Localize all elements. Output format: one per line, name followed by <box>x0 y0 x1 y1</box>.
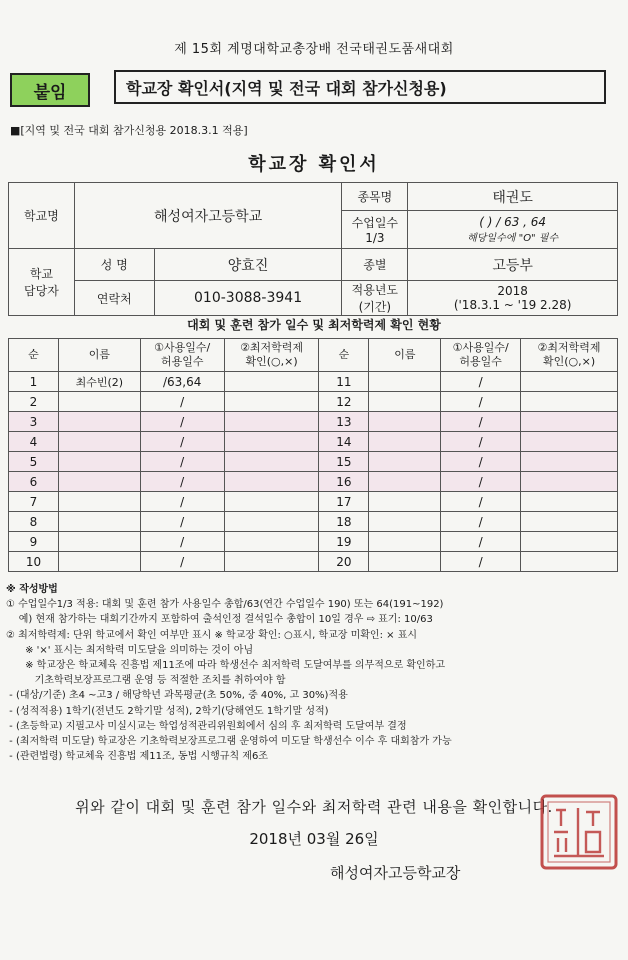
instruction-line: ※ '×' 표시는 최저학력 미도달을 의미하는 것이 아님 <box>6 644 254 656</box>
instruction-line: - (관련법령) 학교체육 진흥법 제11조, 동법 시행규칙 제6조 <box>6 751 268 763</box>
header-days <box>441 339 521 372</box>
instruction-line: 기초학력보장프로그램 운영 등 적절한 조치를 취하여야 함 <box>6 675 286 687</box>
table-row <box>9 472 618 492</box>
division-value: 고등부 <box>408 249 618 281</box>
cell-name[interactable] <box>58 412 140 432</box>
cell-no: 9 <box>9 532 59 552</box>
cell-no: 14 <box>319 432 369 452</box>
cell-days: / <box>441 432 521 452</box>
cell-grade[interactable] <box>224 392 319 412</box>
header-bar <box>8 68 614 108</box>
cell-no: 19 <box>319 532 369 552</box>
header-no: 순 <box>9 339 59 372</box>
period-cell <box>408 281 618 316</box>
cell-name[interactable] <box>58 472 140 492</box>
cell-name[interactable] <box>369 392 441 412</box>
cell-days: / <box>140 532 224 552</box>
period-range: ('18.3.1 ~ '19 2.28) <box>453 298 572 312</box>
days-label <box>342 211 408 249</box>
table-row <box>9 372 618 392</box>
cell-name[interactable] <box>369 552 441 572</box>
table-row <box>9 392 618 412</box>
writing-instructions <box>6 582 622 764</box>
cell-no: 3 <box>9 412 59 432</box>
cell-name[interactable] <box>369 372 441 392</box>
period-year: 2018 <box>497 284 528 298</box>
cell-grade[interactable] <box>521 452 618 472</box>
cell-grade[interactable] <box>521 432 618 452</box>
participation-table <box>8 338 618 572</box>
cell-grade[interactable] <box>224 492 319 512</box>
instruction-line: ① 수업일수1/3 적용: 대회 및 훈련 참가 사용일수 총합/63(연간 수업일수 190) 또는 64(191~192) <box>6 599 444 611</box>
days-fraction: 1/3 <box>365 231 385 245</box>
cell-grade[interactable] <box>521 472 618 492</box>
event-label: 종목명 <box>342 183 408 211</box>
header-days-1: ①사용일수/ <box>452 341 509 354</box>
instruction-line: - (성적적용) 1학기(전년도 2학기말 성적), 2학기(당해연도 1학기말 성적) <box>6 705 329 717</box>
contact-value: 010-3088-3941 <box>154 281 342 316</box>
confirmation-date: 2018년 03월 26일 <box>249 830 379 848</box>
cell-grade[interactable] <box>521 372 618 392</box>
cell-name[interactable] <box>369 472 441 492</box>
cell-name[interactable] <box>58 532 140 552</box>
cell-no: 13 <box>319 412 369 432</box>
days-value: ( ) / 63 , 64 <box>479 215 547 229</box>
manager-label-1: 학교 <box>29 267 54 281</box>
confirmation-statement: 위와 같이 대회 및 훈련 참가 일수와 최저학력 관련 내용을 확인합니다. <box>75 798 553 816</box>
cell-no: 15 <box>319 452 369 472</box>
cell-name[interactable] <box>369 452 441 472</box>
cell-name[interactable] <box>58 492 140 512</box>
header-grade-2: 확인(○,×) <box>542 355 596 368</box>
document-title: 학교장 확인서 <box>248 154 380 175</box>
header-grade <box>521 339 618 372</box>
principal-signature: 해성여자고등학교장 <box>330 864 461 882</box>
cell-no: 17 <box>319 492 369 512</box>
cell-grade[interactable] <box>224 412 319 432</box>
attachment-tag: 붙임 <box>10 73 90 107</box>
days-label-text: 수업일수 <box>351 216 399 230</box>
cell-name[interactable] <box>369 532 441 552</box>
cell-name[interactable]: 최수빈(2) <box>58 372 140 392</box>
period-label <box>342 281 408 316</box>
cell-grade[interactable] <box>521 412 618 432</box>
cell-days: / <box>441 452 521 472</box>
cell-grade[interactable] <box>224 552 319 572</box>
table-row <box>9 412 618 432</box>
cell-days: / <box>140 392 224 412</box>
cell-name[interactable] <box>369 512 441 532</box>
cell-grade[interactable] <box>224 372 319 392</box>
cell-grade[interactable] <box>224 432 319 452</box>
cell-days: / <box>140 412 224 432</box>
header-grade-2: 확인(○,×) <box>245 355 298 368</box>
name-label: 성 명 <box>74 249 154 281</box>
instruction-line: - (대상/기준) 초4 ~고3 / 해당학년 과목평균(초 50%, 중 40%, 고 30%)적용 <box>6 690 348 702</box>
header-grade-1: ②최저학력제 <box>537 341 601 354</box>
cell-days: / <box>140 512 224 532</box>
cell-grade[interactable] <box>521 532 618 552</box>
instruction-line: ※ 학교장은 학교체육 진흥법 제11조에 따라 학생선수 최저학력 도달여부를 의무적으로 확인하고 <box>6 660 446 672</box>
period-label-2: (기간) <box>358 300 392 314</box>
school-label: 학교명 <box>9 183 75 249</box>
cell-name[interactable] <box>369 432 441 452</box>
event-title: 제 15회 계명대학교총장배 전국태권도품새대회 <box>174 42 454 57</box>
table-row <box>9 552 618 572</box>
cell-name[interactable] <box>369 492 441 512</box>
header-name: 이름 <box>369 339 441 372</box>
cell-no: 1 <box>9 372 59 392</box>
cell-days: / <box>441 392 521 412</box>
cell-days: / <box>441 372 521 392</box>
days-cell <box>408 211 618 249</box>
header-days-2: 허용일수 <box>459 355 502 368</box>
table-row <box>9 512 618 532</box>
header-grade <box>224 339 319 372</box>
header-days-2: 허용일수 <box>160 355 204 368</box>
applicability-note: ■[지역 및 전국 대회 참가신청용 2018.3.1 적용] <box>10 124 248 137</box>
cell-grade[interactable] <box>521 512 618 532</box>
manager-label <box>9 249 75 316</box>
cell-grade[interactable] <box>521 552 618 572</box>
header-title: 학교장 확인서(지역 및 전국 대회 참가신청용) <box>114 70 606 104</box>
section-title: 대회 및 훈련 참가 일수 및 최저학력제 확인 현황 <box>187 318 441 332</box>
table-row <box>9 432 618 452</box>
days-hint: 해당일수에 "O" 필수 <box>467 233 559 244</box>
cell-days: / <box>140 472 224 492</box>
school-name: 해성여자고등학교 <box>74 183 342 249</box>
cell-name[interactable] <box>58 512 140 532</box>
instruction-line: ※ 작성방법 <box>6 584 58 595</box>
cell-no: 7 <box>9 492 59 512</box>
instruction-line: - (초등학교) 지필고사 미실시교는 학업성적관리위원회에서 심의 후 최저학력 도달여부 결정 <box>6 720 407 732</box>
cell-days: /63,64 <box>140 372 224 392</box>
cell-name[interactable] <box>58 432 140 452</box>
official-seal-stamp <box>538 792 620 872</box>
cell-no: 16 <box>319 472 369 492</box>
cell-days: / <box>441 472 521 492</box>
table-row <box>9 532 618 552</box>
instruction-line: ② 최저학력제: 단위 학교에서 확인 여부만 표시 ※ 학교장 확인: ○표시, 학교장 미확인: × 표시 <box>6 629 418 641</box>
cell-days: / <box>441 552 521 572</box>
cell-grade[interactable] <box>521 392 618 412</box>
table-row <box>9 452 618 472</box>
cell-name[interactable] <box>58 452 140 472</box>
manager-label-2: 담당자 <box>24 284 59 298</box>
cell-no: 2 <box>9 392 59 412</box>
info-table <box>8 182 618 316</box>
cell-no: 10 <box>9 552 59 572</box>
cell-days: / <box>140 552 224 572</box>
cell-days: / <box>140 452 224 472</box>
cell-no: 18 <box>319 512 369 532</box>
cell-no: 8 <box>9 512 59 532</box>
contact-label: 연락처 <box>74 281 154 316</box>
cell-no: 20 <box>319 552 369 572</box>
name-value: 양효진 <box>154 249 342 281</box>
cell-name[interactable] <box>58 552 140 572</box>
cell-days: / <box>140 432 224 452</box>
cell-days: / <box>140 492 224 512</box>
cell-grade[interactable] <box>521 492 618 512</box>
header-name: 이름 <box>58 339 140 372</box>
cell-days: / <box>441 492 521 512</box>
cell-no: 4 <box>9 432 59 452</box>
cell-grade[interactable] <box>224 532 319 552</box>
division-label: 종별 <box>342 249 408 281</box>
cell-name[interactable] <box>369 412 441 432</box>
header-no: 순 <box>319 339 369 372</box>
period-label-1: 적용년도 <box>351 283 399 297</box>
cell-days: / <box>441 512 521 532</box>
cell-grade[interactable] <box>224 512 319 532</box>
header-days-1: ①사용일수/ <box>154 341 211 354</box>
cell-days: / <box>441 532 521 552</box>
cell-no: 12 <box>319 392 369 412</box>
table-row <box>9 492 618 512</box>
header-days <box>140 339 224 372</box>
cell-days: / <box>441 412 521 432</box>
cell-no: 6 <box>9 472 59 492</box>
table-header-row <box>9 339 618 372</box>
instruction-line: 예) 현재 참가하는 대회기간까지 포함하여 출석인정 결석일수 총합이 10일 경우 ⇨ 표기: 10/63 <box>6 614 433 626</box>
cell-no: 5 <box>9 452 59 472</box>
participation-table-body <box>9 372 618 572</box>
cell-name[interactable] <box>58 392 140 412</box>
cell-grade[interactable] <box>224 452 319 472</box>
cell-grade[interactable] <box>224 472 319 492</box>
instruction-line: - (최저학력 미도달) 학교장은 기초학력보장프로그램 운영하여 미도달 학생선수 이수 후 대회참가 가능 <box>6 736 452 748</box>
header-grade-1: ②최저학력제 <box>240 341 304 354</box>
cell-no: 11 <box>319 372 369 392</box>
event-value: 태권도 <box>408 183 618 211</box>
